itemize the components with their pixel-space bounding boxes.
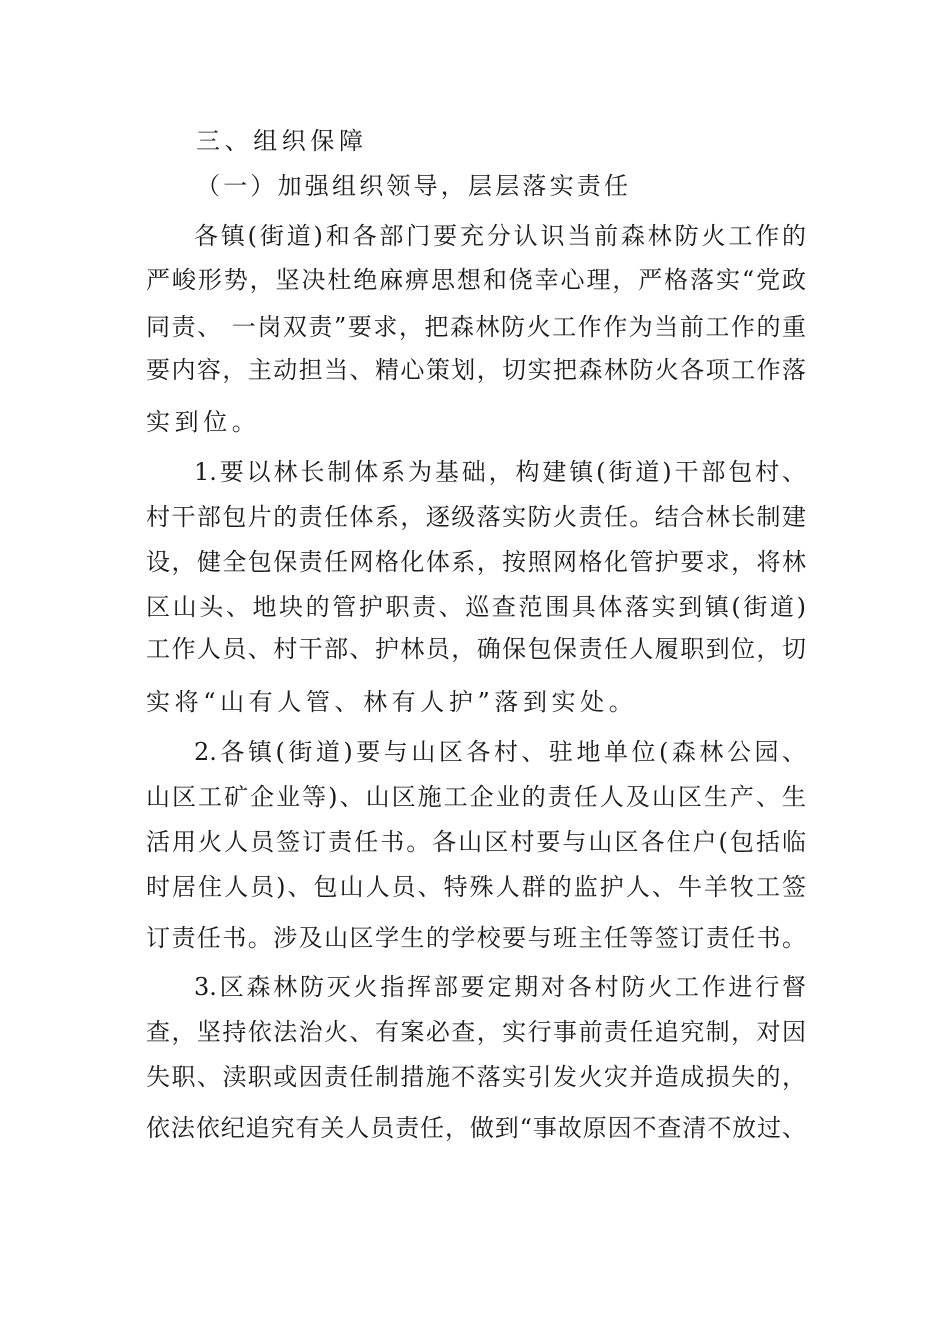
paragraph-4-line-2: 查，坚持依法治火、有案必查，实行事前责任追究制，对因 <box>146 1018 806 1046</box>
paragraph-3-line-4: 时居住人员)、包山人员、特殊人群的监护人、牛羊牧工签 <box>146 873 806 901</box>
paragraph-4-line-3: 失职、渎职或因责任制措施不落实引发火灾并造成损失的， <box>146 1063 806 1091</box>
section-heading: 三、组织保障 <box>196 127 368 155</box>
paragraph-4-line-1: 3.区森林防灭火指挥部要定期对各村防火工作进行督 <box>194 973 806 1001</box>
paragraph-1-line-3: 同责、 一岗双责”要求，把森林防火工作作为当前工作的重 <box>146 313 806 341</box>
paragraph-1-line-4: 要内容，主动担当、精心策划，切实把森林防火各项工作落 <box>146 356 806 384</box>
subsection-heading: （一）加强组织领导，层层落实责任 <box>196 172 632 200</box>
paragraph-2-line-2: 村干部包片的责任体系，逐级落实防火责任。结合林长制建 <box>146 503 806 531</box>
paragraph-2-line-3: 设，健全包保责任网格化体系，按照网格化管护要求，将林 <box>146 548 806 576</box>
paragraph-4-line-4: 依法依纪追究有关人员责任，做到“事故原因不查清不放过、 <box>146 1114 806 1142</box>
paragraph-2-line-4: 区山头、地块的管护职责、巡查范围具体落实到镇(街道) <box>146 593 806 621</box>
paragraph-2-line-1: 1.要以林长制体系为基础，构建镇(街道)干部包村、 <box>194 458 806 486</box>
paragraph-3-line-1: 2.各镇(街道)要与山区各村、驻地单位(森林公园、 <box>194 738 806 766</box>
paragraph-1-line-1: 各镇(街道)和各部门要充分认识当前森林防火工作的 <box>194 222 806 250</box>
paragraph-3-line-2: 山区工矿企业等)、山区施工企业的责任人及山区生产、生 <box>146 783 806 811</box>
paragraph-2-line-5: 工作人员、村干部、护林员，确保包保责任人履职到位，切 <box>146 635 806 663</box>
paragraph-1-line-5: 实到位。 <box>146 408 261 436</box>
paragraph-3-line-3: 活用火人员签订责任书。各山区村要与山区各住户(包括临 <box>146 828 806 856</box>
paragraph-3-line-5: 订责任书。涉及山区学生的学校要与班主任等签订责任书。 <box>146 924 806 952</box>
paragraph-1-line-2: 严峻形势，坚决杜绝麻痹思想和侥幸心理，严格落实“党政 <box>146 266 806 294</box>
paragraph-2-line-6: 实将“山有人管、林有人护”落到实处。 <box>146 688 638 716</box>
